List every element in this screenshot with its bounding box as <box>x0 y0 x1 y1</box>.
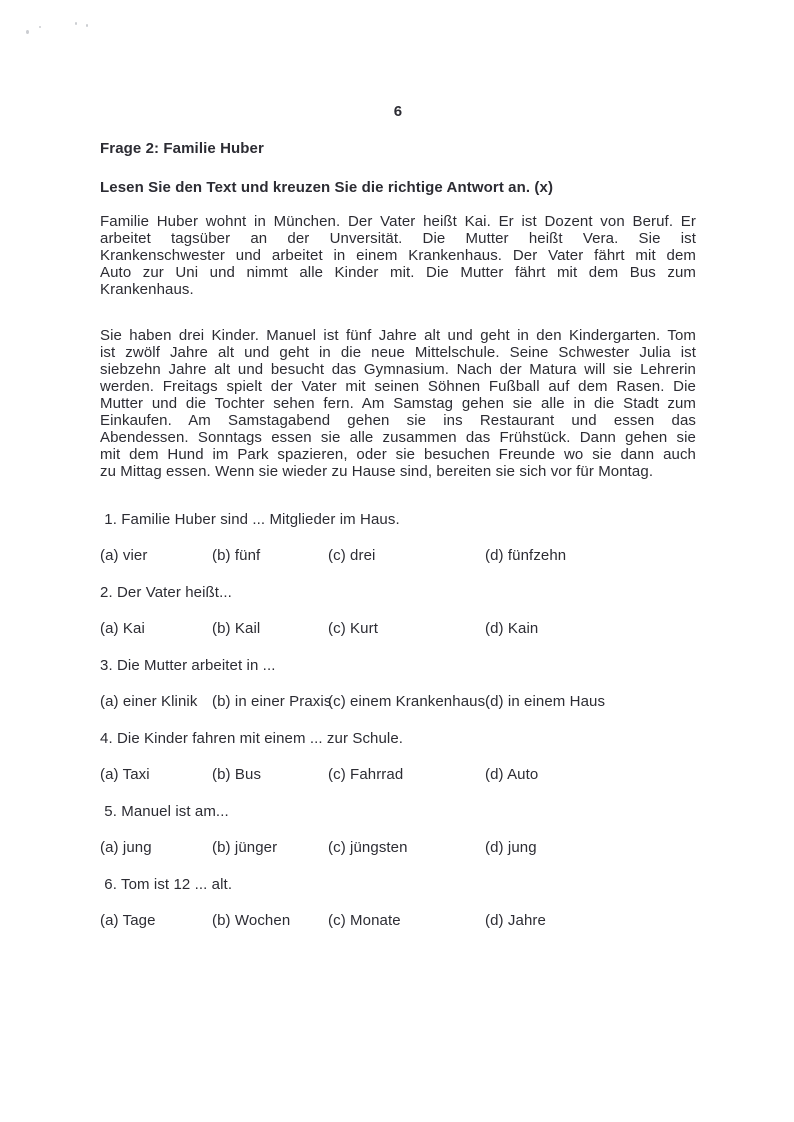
paragraph-line: Auto zur Uni und nimmt alle Kinder mit. Die Mutter fährt mit dem Bus zum <box>100 264 696 281</box>
question <box>100 803 696 856</box>
answer-option-c: (c) jüngsten <box>328 839 408 856</box>
question-options <box>100 693 696 710</box>
question-stem: 1. Familie Huber sind ... Mitglieder im Haus. <box>100 511 400 528</box>
question-options <box>100 766 696 783</box>
question-stem: 5. Manuel ist am... <box>100 803 229 820</box>
answer-option-a: (a) einer Klinik <box>100 693 198 710</box>
answer-option-c: (c) drei <box>328 547 376 564</box>
paragraph-line: Mutter und die Tochter sehen fern. Am Samstag gehen sie alle in die Stadt zum <box>100 395 696 412</box>
question <box>100 876 696 929</box>
scan-artifact <box>39 26 41 28</box>
question-options <box>100 547 696 564</box>
paragraph-line: Krankenhaus. <box>100 281 194 298</box>
answer-option-d: (d) Kain <box>485 620 539 637</box>
answer-option-c: (c) einem Krankenhaus <box>328 693 486 710</box>
answer-option-b: (b) Wochen <box>212 912 291 929</box>
answer-option-b: (b) in einer Praxis <box>212 693 332 710</box>
answer-option-b: (b) fünf <box>212 547 261 564</box>
question-options <box>100 839 696 856</box>
question-list <box>100 511 696 929</box>
question-stem: 3. Die Mutter arbeitet in ... <box>100 657 276 674</box>
paragraph-line: Krankenschwester und arbeitet in einem Krankenhaus. Der Vater fährt mit dem <box>100 247 696 264</box>
question-stem: 6. Tom ist 12 ... alt. <box>100 876 233 893</box>
paragraph-line: werden. Freitags spielt der Vater mit seinen Söhnen Fußball auf dem Rasen. Die <box>100 378 696 395</box>
paragraph-line: zu Mittag essen. Wenn sie wieder zu Hause sind, bereiten sie sich vor für Montag. <box>100 463 654 480</box>
question-options <box>100 620 696 637</box>
paragraph-line: mit dem Hund im Park spazieren, oder sie besuchen Freunde wo sie dann auch <box>100 446 696 463</box>
paragraph-line: Abendessen. Sonntags essen sie alle zusammen das Frühstück. Dann gehen sie <box>100 429 696 446</box>
answer-option-a: (a) Kai <box>100 620 145 637</box>
answer-option-a: (a) vier <box>100 547 148 564</box>
answer-option-d: (d) Auto <box>485 766 539 783</box>
answer-option-b: (b) jünger <box>212 839 278 856</box>
paragraph-line: Familie Huber wohnt in München. Der Vater heißt Kai. Er ist Dozent von Beruf. Er <box>100 213 696 230</box>
page-number: 6 <box>393 103 403 120</box>
question <box>100 584 696 637</box>
answer-option-d: (d) fünfzehn <box>485 547 567 564</box>
answer-option-d: (d) Jahre <box>485 912 546 929</box>
paragraph-line: Sie haben drei Kinder. Manuel ist fünf Jahre alt und geht in den Kindergarten. Tom <box>100 327 696 344</box>
answer-option-b: (b) Bus <box>212 766 262 783</box>
answer-option-a: (a) jung <box>100 839 152 856</box>
reading-text <box>100 213 696 480</box>
instruction-text: Lesen Sie den Text und kreuzen Sie die richtige Antwort an. (x) <box>100 179 554 196</box>
scan-artifact <box>26 30 29 34</box>
scan-artifact <box>86 24 88 27</box>
question-stem: 2. Der Vater heißt... <box>100 584 232 601</box>
paragraph <box>100 327 696 480</box>
paragraph-line: siebzehn Jahre alt und besucht das Gymnasium. Nach der Matura will sie Lehrerin <box>100 361 696 378</box>
question <box>100 657 696 710</box>
question-options <box>100 912 696 929</box>
question <box>100 511 696 564</box>
paragraph <box>100 213 696 298</box>
scanned-document-page <box>100 103 696 929</box>
paragraph-line: ist zwölf Jahre alt und geht in die neue Mittelschule. Seine Schwester Julia ist <box>100 344 696 361</box>
answer-option-d: (d) in einem Haus <box>485 693 606 710</box>
answer-option-c: (c) Monate <box>328 912 401 929</box>
answer-option-c: (c) Fahrrad <box>328 766 404 783</box>
paragraph-line: arbeitet tagsüber an der Unversität. Die Mutter heißt Vera. Sie ist <box>100 230 696 247</box>
answer-option-b: (b) Kail <box>212 620 261 637</box>
answer-option-c: (c) Kurt <box>328 620 378 637</box>
paragraph-line: Einkaufen. Am Samstagabend gehen sie ins Restaurant und essen das <box>100 412 696 429</box>
answer-option-a: (a) Taxi <box>100 766 150 783</box>
question-stem: 4. Die Kinder fahren mit einem ... zur Schule. <box>100 730 404 747</box>
scan-artifact <box>75 22 77 25</box>
answer-option-d: (d) jung <box>485 839 537 856</box>
question <box>100 730 696 783</box>
page-title: Frage 2: Familie Huber <box>100 140 264 157</box>
answer-option-a: (a) Tage <box>100 912 156 929</box>
